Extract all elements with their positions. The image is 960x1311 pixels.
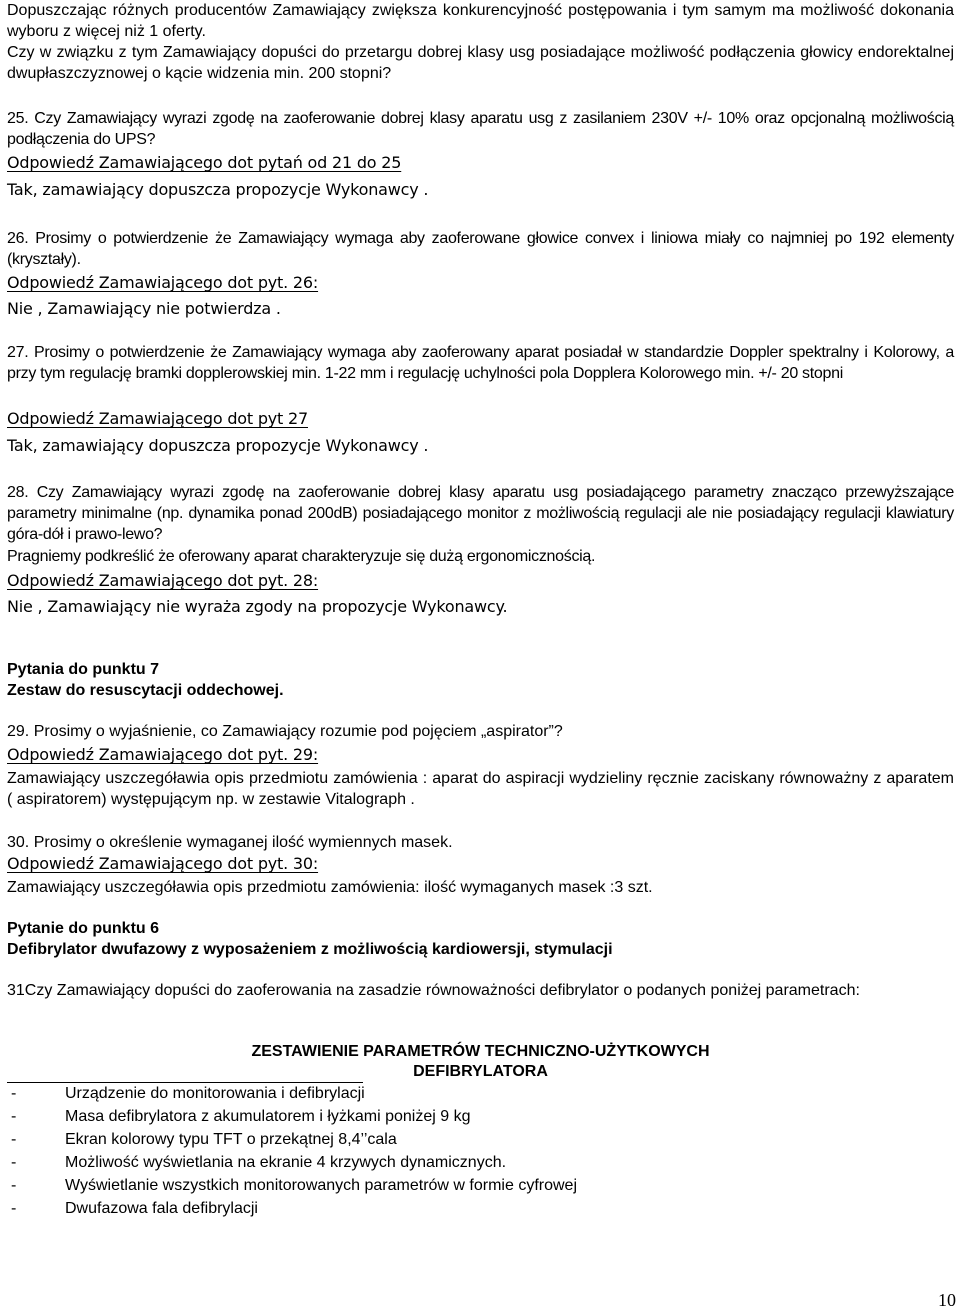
list-item <box>7 1174 954 1197</box>
page-number: 10 <box>938 1290 956 1310</box>
list-item <box>7 1151 954 1174</box>
answer-30-heading: Odpowiedź Zamawiającego dot pyt. 30: <box>7 854 319 873</box>
question-31: 31Czy Zamawiający dopuści do zaoferowania na zasadzie równoważności defibrylator o podanych poniżej parametrach: <box>7 982 860 999</box>
question-28: 28. Czy Zamawiający wyrazi zgodę na zaoferowanie dobrej klasy aparatu usg posiadającego parametry znacząco przewyższające parametry minimalne (np. dynamika ponad 200dB) posiadającego monitor z możliwością regulacji ale nie posiadający regulacji klawiatury góra-dół i prawo-lewo? <box>7 484 954 543</box>
answer-25-heading: Odpowiedź Zamawiającego dot pytań od 21 do 25 <box>7 153 402 172</box>
list-item <box>7 1128 954 1151</box>
list-item <box>7 1105 954 1128</box>
answer-27-heading: Odpowiedź Zamawiającego dot pyt 27 <box>7 409 308 428</box>
intro-paragraph-2: Czy w związku z tym Zamawiający dopuści do przetargu dobrej klasy usg posiadające możliwość podłączenia głowicy endorektalnej dwupłaszczyznowej o kącie widzenia min. 200 stopni? <box>7 44 954 82</box>
answer-25-text: Tak, zamawiający dopuszcza propozycje Wykonawcy . <box>7 180 429 199</box>
list-item-text: Możliwość wyświetlania na ekranie 4 krzywych dynamicznych. <box>65 1154 507 1171</box>
list-item-text: Ekran kolorowy typu TFT o przekątnej 8,4’’cala <box>65 1131 397 1148</box>
list-item-text: Dwufazowa fala defibrylacji <box>65 1200 258 1217</box>
answer-27-text: Tak, zamawiający dopuszcza propozycje Wykonawcy . <box>7 436 429 455</box>
answer-29-heading: Odpowiedź Zamawiającego dot pyt. 29: <box>7 745 319 764</box>
question-29: 29. Prosimy o wyjaśnienie, co Zamawiający rozumie pod pojęciem „aspirator”? <box>7 723 563 740</box>
answer-28-text: Nie , Zamawiający nie wyraża zgody na propozycje Wykonawcy. <box>7 597 508 616</box>
answer-29-text: Zamawiający uszczegóławia opis przedmiotu zamówienia : aparat do aspiracji wydzieliny ręcznie zaciskany równoważny z aparatem ( aspiratorem) występującym np. w zestawie Vitalograph . <box>7 770 954 808</box>
answer-26-text: Nie , Zamawiający nie potwierdza . <box>7 299 281 318</box>
parameter-list <box>7 1082 954 1220</box>
question-30: 30. Prosimy o określenie wymaganej ilość wymiennych masek. <box>7 834 453 851</box>
answer-26-heading: Odpowiedź Zamawiającego dot pyt. 26: <box>7 273 319 292</box>
list-item-text: Urządzenie do monitorowania i defibrylacji <box>65 1085 365 1102</box>
list-item-text: Masa defibrylatora z akumulatorem i łyżkami poniżej 9 kg <box>65 1108 471 1125</box>
question-25: 25. Czy Zamawiający wyrazi zgodę na zaoferowanie dobrej klasy aparatu usg z zasilaniem 230V +/- 10% oraz opcjonalną możliwością podłączenia do UPS? <box>7 110 954 148</box>
section-6-subtitle: Defibrylator dwufazowy z wyposażeniem z możliwością kardiowersji, stymulacji <box>7 941 613 958</box>
table-title-line-1: ZESTAWIENIE PARAMETRÓW TECHNICZNO-UŻYTKOWYCH <box>251 1043 710 1060</box>
answer-28-heading: Odpowiedź Zamawiającego dot pyt. 28: <box>7 571 319 590</box>
list-item-text: Wyświetlanie wszystkich monitorowanych parametrów w formie cyfrowej <box>65 1177 578 1194</box>
table-title-line-2: DEFIBRYLATORA <box>413 1063 548 1080</box>
list-dash: - <box>11 1200 17 1217</box>
list-dash: - <box>11 1085 17 1102</box>
intro-paragraph-1: Dopuszczając różnych producentów Zamawiający zwiększa konkurencyjność postępowania i tym samym ma możliwość dokonania wyboru z więcej niż 1 oferty. <box>7 2 954 40</box>
list-item <box>7 1197 954 1220</box>
question-27: 27. Prosimy o potwierdzenie że Zamawiający wymaga aby zaoferowany aparat posiadał w standardzie Doppler spektralny i Kolorowy, a przy tym regulację bramki dopplerowskiej min. 1-22 mm i regulację uchylności pola Dopplera Kolorowego min. +/- 20 stopni <box>7 344 954 382</box>
list-dash: - <box>11 1108 17 1125</box>
list-dash: - <box>11 1177 17 1194</box>
section-6-title: Pytanie do punktu 6 <box>7 920 160 937</box>
list-dash: - <box>11 1154 17 1171</box>
answer-30-text: Zamawiający uszczegóławia opis przedmiotu zamówienia: ilość wymaganych masek :3 szt. <box>7 879 653 896</box>
list-dash: - <box>11 1131 17 1148</box>
list-item <box>7 1082 954 1105</box>
section-7-title: Pytania do punktu 7 <box>7 661 160 678</box>
question-26: 26. Prosimy o potwierdzenie że Zamawiający wymaga aby zaoferowane głowice convex i liniowa miały co najmniej po 192 elementy (kryształy). <box>7 230 954 268</box>
question-28-remark: Pragniemy podkreślić że oferowany aparat charakteryzuje się dużą ergonomicznością. <box>7 548 596 565</box>
section-7-subtitle: Zestaw do resuscytacji oddechowej. <box>7 682 284 699</box>
